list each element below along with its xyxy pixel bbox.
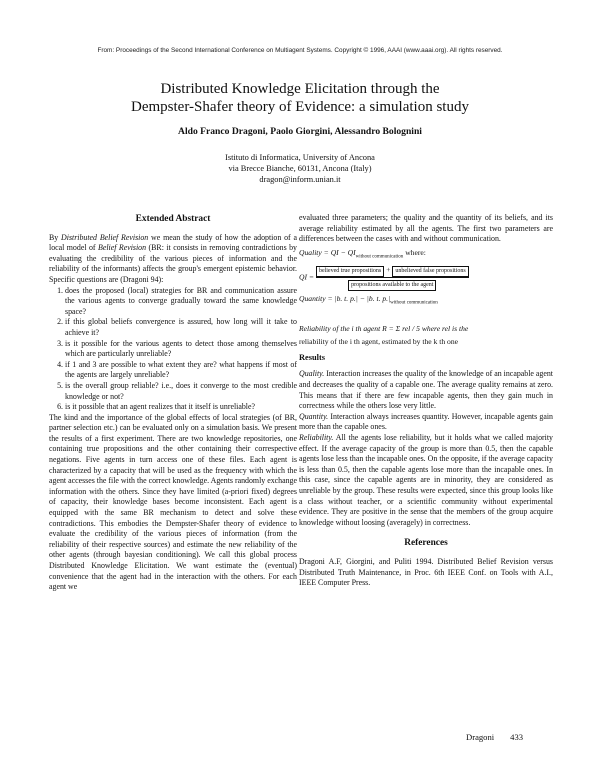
list-item: 5. is the overall group reliable? i.e., does it converge to the most credible knowledge or not?	[65, 381, 297, 402]
left-column	[49, 214, 297, 593]
results-heading: Results	[299, 352, 326, 362]
copyright-header: From: Proceedings of the Second International Conference on Multiagent Systems. Copyright © 1996, AAAI (www.aaai.org). All rights reserved.	[97, 47, 503, 54]
list-item: 1. does the proposed (local) strategies for BR and communication assure the various agents to converge gradually toward the same knowledge space?	[65, 286, 297, 318]
reliability-formula-continued: reliability of the i th agent, estimated by the k th one	[299, 336, 459, 346]
qi-formula: QI = believed true propositions + unbelieved false propositions propositions available to the agent	[299, 264, 553, 291]
quality-formula: Quality = QI − $QI_{without communication}$ where:	[299, 247, 426, 260]
affiliation-email: dragon@inform.unian.it	[259, 175, 341, 184]
right-column	[299, 213, 553, 589]
affiliation-address: via Brecce Bianche, 60131, Ancona (Italy)	[228, 164, 372, 173]
abstract-body: The kind and the importance of the global effects of local strategies (of BR, partner selection etc.) can be evaluated only on a simulation basis. We present the results of a first experiment. There are two knowledge repositories, one containing true propositions and the other containing their correspective negations. Five agents in turn access one of these files. Each agent is characterized by a capacity that will be used as the frequency with which the agent accesses the file with the correct knowledge. Agents randomly exchange information with the others. Since they have limited (a-priori fixed) degrees of capacity, their knowledge bases become inconsistent. Each agent is equipped with the same BR mechanism to detect and solve these contradictions. This embodies the Dempster-Shafer theory of evidence to evaluate the credibility of the various pieces of information (from the reliability of their respective sources) and estimate the new reliability of the other agents (through bayesian conditioning). We call this global process Distributed Knowledge Elicitation. We want estimate the (eventual) convenience that the agent had in the interaction with the others. For each agent we	[49, 412, 297, 592]
page-number: 433	[510, 732, 524, 742]
reference-entry: Dragoni A.F, Giorgini, and Puliti 1994. Distributed Belief Revision versus Distributed Truth Maintenance, in Proc. 6th IEEE Conf. on Tools with A.I., IEEE Computer Press.	[299, 556, 553, 588]
results-quality: Quality. Interaction increases the quality of the knowledge of an incapable agent and decreases the quality of a capable one. The average quality remains at zero. This means that if there are few incapable agents, then they gain much in correctness while the others lose very little.	[299, 369, 553, 411]
page-footer	[466, 732, 539, 742]
authors: Aldo Franco Dragoni, Paolo Giorgini, Alessandro Bolognini	[178, 126, 422, 137]
title-line-1: Distributed Knowledge Elicitation through the	[160, 81, 440, 97]
parameters-intro: evaluated three parameters; the quality and the quantity of its beliefs, and its average reliability estimated by all the agents. The first two parameters are differences between the cases with and without communication.	[299, 213, 553, 244]
affiliation-institute: Istituto di Informatica, University of Ancona	[225, 153, 375, 162]
list-item: 4. if 1 and 3 are possible to what extent they are? what happens if most of the agents are largely unreliable?	[65, 360, 297, 381]
quantity-formula: Quantity = |b. t. p.| − |b. t. $p.|_{without communication}$	[299, 294, 438, 306]
results-quantity: Quantity. Interaction always increases quantity. However, incapable agents gain more than the capable ones.	[299, 411, 553, 432]
references-heading: References	[404, 538, 448, 549]
results-reliability: Reliability. All the agents lose reliability, but it holds what we called majority effect. If the average capacity of the group is more than 0.5, then the capable agents lose less than the incapable ones. On the opposite, if the average capacity is less than 0.5, then the capable agents lose more than the incapable ones. In this case, since the capable agents are in minority, they are considered as unreliable by the group. These results were expected, since this group looks like a class without teacher, or a scientific community without experimental evidence. They are positive in the sense that the members of the group acquire knowledge without loosing (averagely) in correctness.	[299, 432, 553, 527]
paper-title	[0, 80, 600, 116]
title-line-2: Dempster-Shafer theory of Evidence: a simulation study	[131, 99, 469, 115]
list-item: 6. is it possible that an agent realizes that it itself is unreliable?	[65, 402, 297, 413]
abstract-intro: By Distributed Belief Revision we mean the study of how the adoption of a local model of Belief Revision (BR: it consists in removing contradictions by evaluating the credibility of the various pieces of information and the reliability of the informants) affects the group's emergent epistemic behavior. Specific questions are (Dragoni 94):	[49, 232, 298, 284]
reliability-formula: Reliability of the i th agent R = Σ rel / 5 where rel is the	[299, 323, 469, 333]
abstract-heading: Extended Abstract	[135, 214, 211, 224]
affiliation	[0, 152, 600, 185]
footer-author: Dragoni	[466, 732, 495, 742]
list-item: 3. is it possible for the various agents to detect those among themselves which are particularly unreliable?	[65, 339, 297, 360]
questions-list	[49, 286, 297, 413]
list-item: 2. if this global beliefs convergence is assured, how long will it take to achieve it?	[65, 317, 297, 338]
